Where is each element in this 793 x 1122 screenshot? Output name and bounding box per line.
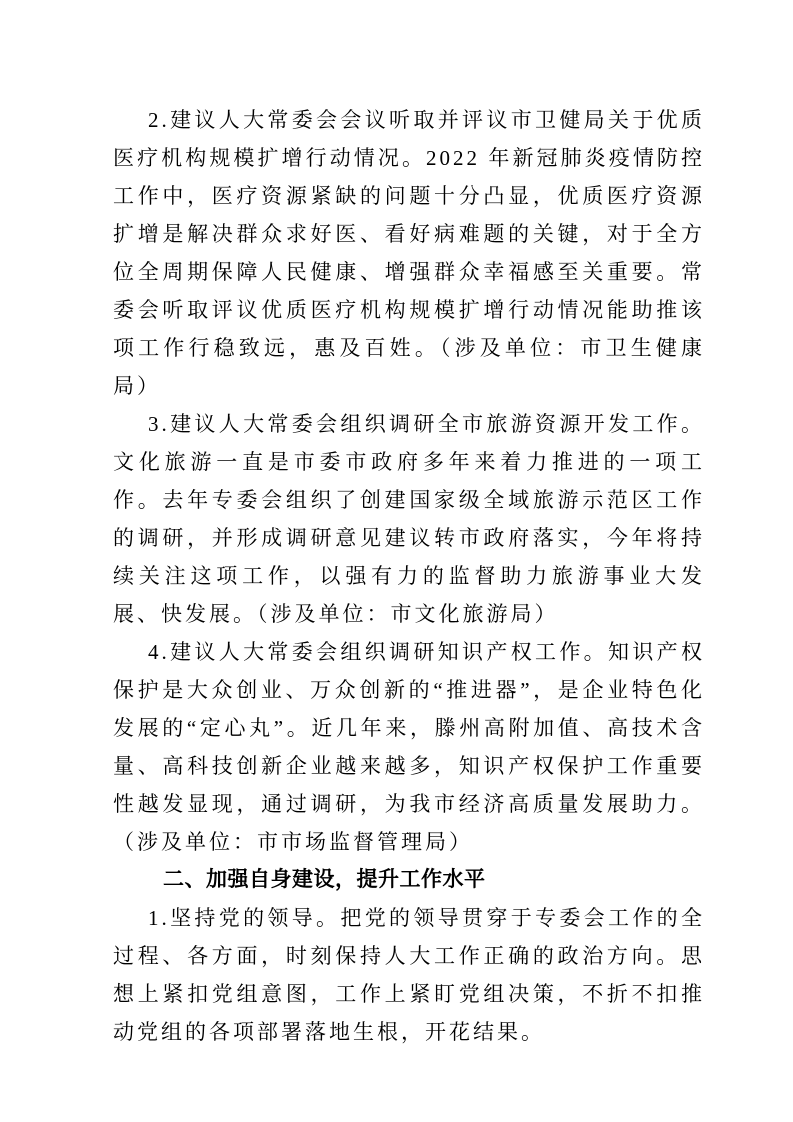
paragraph-self-building-1: 1.坚持党的领导。把党的领导贯穿于专委会工作的全过程、各方面，时刻保持人大工作正确的政治方向。思想上紧扣党组意图，工作上紧盯党组决策，不折不扣推动党组的各项部署落地生根，开花结果。 <box>113 906 705 1044</box>
paragraph-proposal-3: 3.建议人大常委会组织调研全市旅游资源开发工作。文化旅游一直是市委市政府多年来着力推进的一项工作。去年专委会组织了创建国家级全域旅游示范区工作的调研，并形成调研意见建议转市政府落实，今年将持续关注这项工作，以强有力的监督助力旅游事业大发展、快发展。（涉及单位：市文化旅游局） <box>113 412 705 626</box>
paragraph-proposal-2: 2.建议人大常委会会议听取并评议市卫健局关于优质医疗机构规模扩增行动情况。2022 年新冠肺炎疫情防控工作中，医疗资源紧缺的问题十分凸显，优质医疗资源扩增是解决群众求好医、看好病难题的关键，对于全方位全周期保障人民健康、增强群众幸福感至关重要。常委会听取评议优质医疗机构规模扩增行动情况能助推该项工作行稳致远，惠及百姓。（涉及单位：市卫生健康局） <box>113 108 705 398</box>
section-heading-2: 二、加强自身建设，提升工作水平 <box>163 868 486 891</box>
paragraph-proposal-4: 4.建议人大常委会组织调研知识产权工作。知识产权保护是大众创业、万众创新的“推进器”，是企业特色化发展的“定心丸”。近几年来，滕州高附加值、高技术含量、高科技创新企业越来越多，知识产权保护工作重要性越发显现，通过调研，为我市经济高质量发展助力。（涉及单位：市市场监督管理局） <box>113 640 705 854</box>
document-body <box>113 101 705 1051</box>
